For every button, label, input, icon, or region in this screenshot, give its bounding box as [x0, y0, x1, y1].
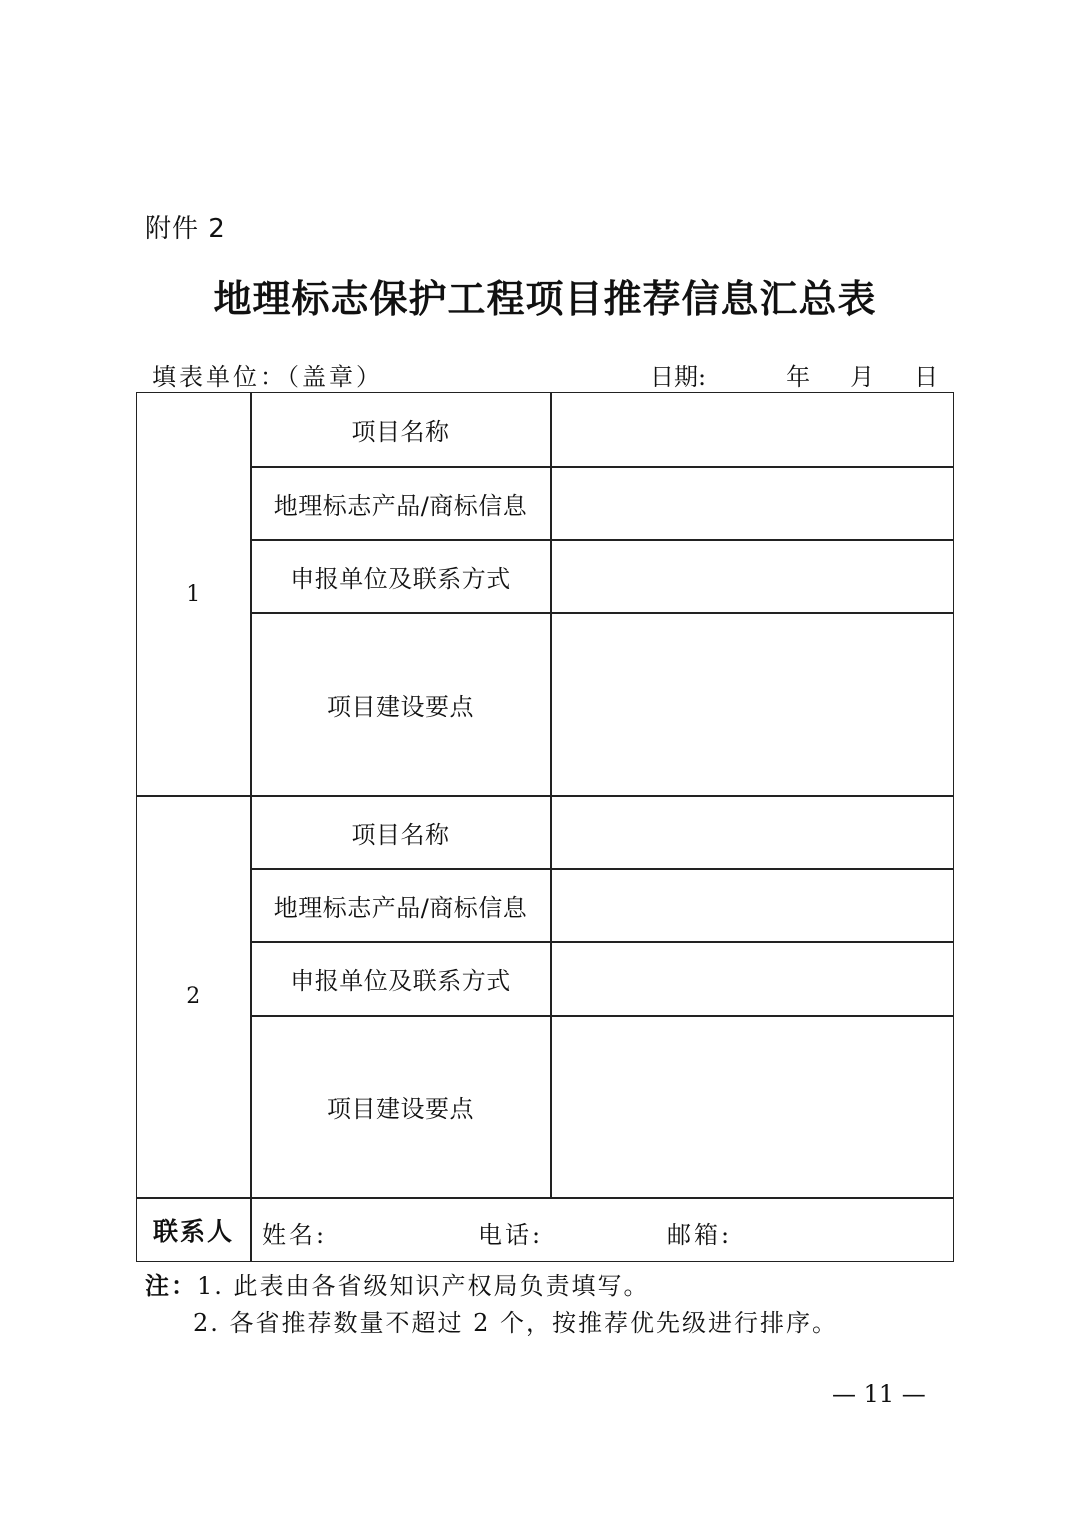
field-project-name: 项目名称 — [351, 820, 450, 849]
note-item-2: 2. 各省推荐数量不超过 2 个，按推荐优先级进行排序。 — [193, 1309, 839, 1337]
contact-person-label: 联系人 — [152, 1217, 234, 1246]
note-prefix: 注： — [145, 1271, 197, 1300]
date-label: 日期: — [650, 363, 707, 391]
field-construction-points: 项目建设要点 — [327, 1095, 474, 1123]
field-project-name: 项目名称 — [351, 418, 450, 446]
field-applicant-contact: 申报单位及联系方式 — [290, 967, 511, 995]
field-gi-product-trademark: 地理标志产品/商标信息 — [273, 893, 528, 922]
field-applicant-contact: 申报单位及联系方式 — [290, 564, 511, 593]
field-gi-product-trademark: 地理标志产品/商标信息 — [273, 491, 528, 520]
project-number: 1 — [186, 581, 201, 607]
contact-name-label: 姓名: — [262, 1221, 328, 1249]
note-item-1: 1. 此表由各省级知识产权局负责填写。 — [197, 1272, 650, 1300]
form-title: 地理标志保护工程项目推荐信息汇总表 — [213, 276, 877, 321]
project-number: 2 — [186, 984, 201, 1009]
contact-row-divider — [137, 1197, 953, 1199]
note-line-1 — [145, 1266, 650, 1301]
contact-email-label: 邮箱: — [667, 1221, 733, 1249]
field-construction-points: 项目建设要点 — [327, 692, 474, 721]
year-label: 年 — [786, 363, 811, 391]
contact-phone-label: 电话: — [478, 1221, 544, 1249]
filling-unit-label: 填表单位：（盖章） — [152, 363, 383, 391]
month-label: 月 — [850, 363, 875, 391]
date-line — [650, 357, 938, 392]
page-number: — 11 — — [832, 1380, 926, 1408]
contact-divider — [250, 1199, 252, 1261]
attachment-label: 附件 2 — [145, 214, 226, 244]
day-label: 日 — [914, 363, 939, 391]
